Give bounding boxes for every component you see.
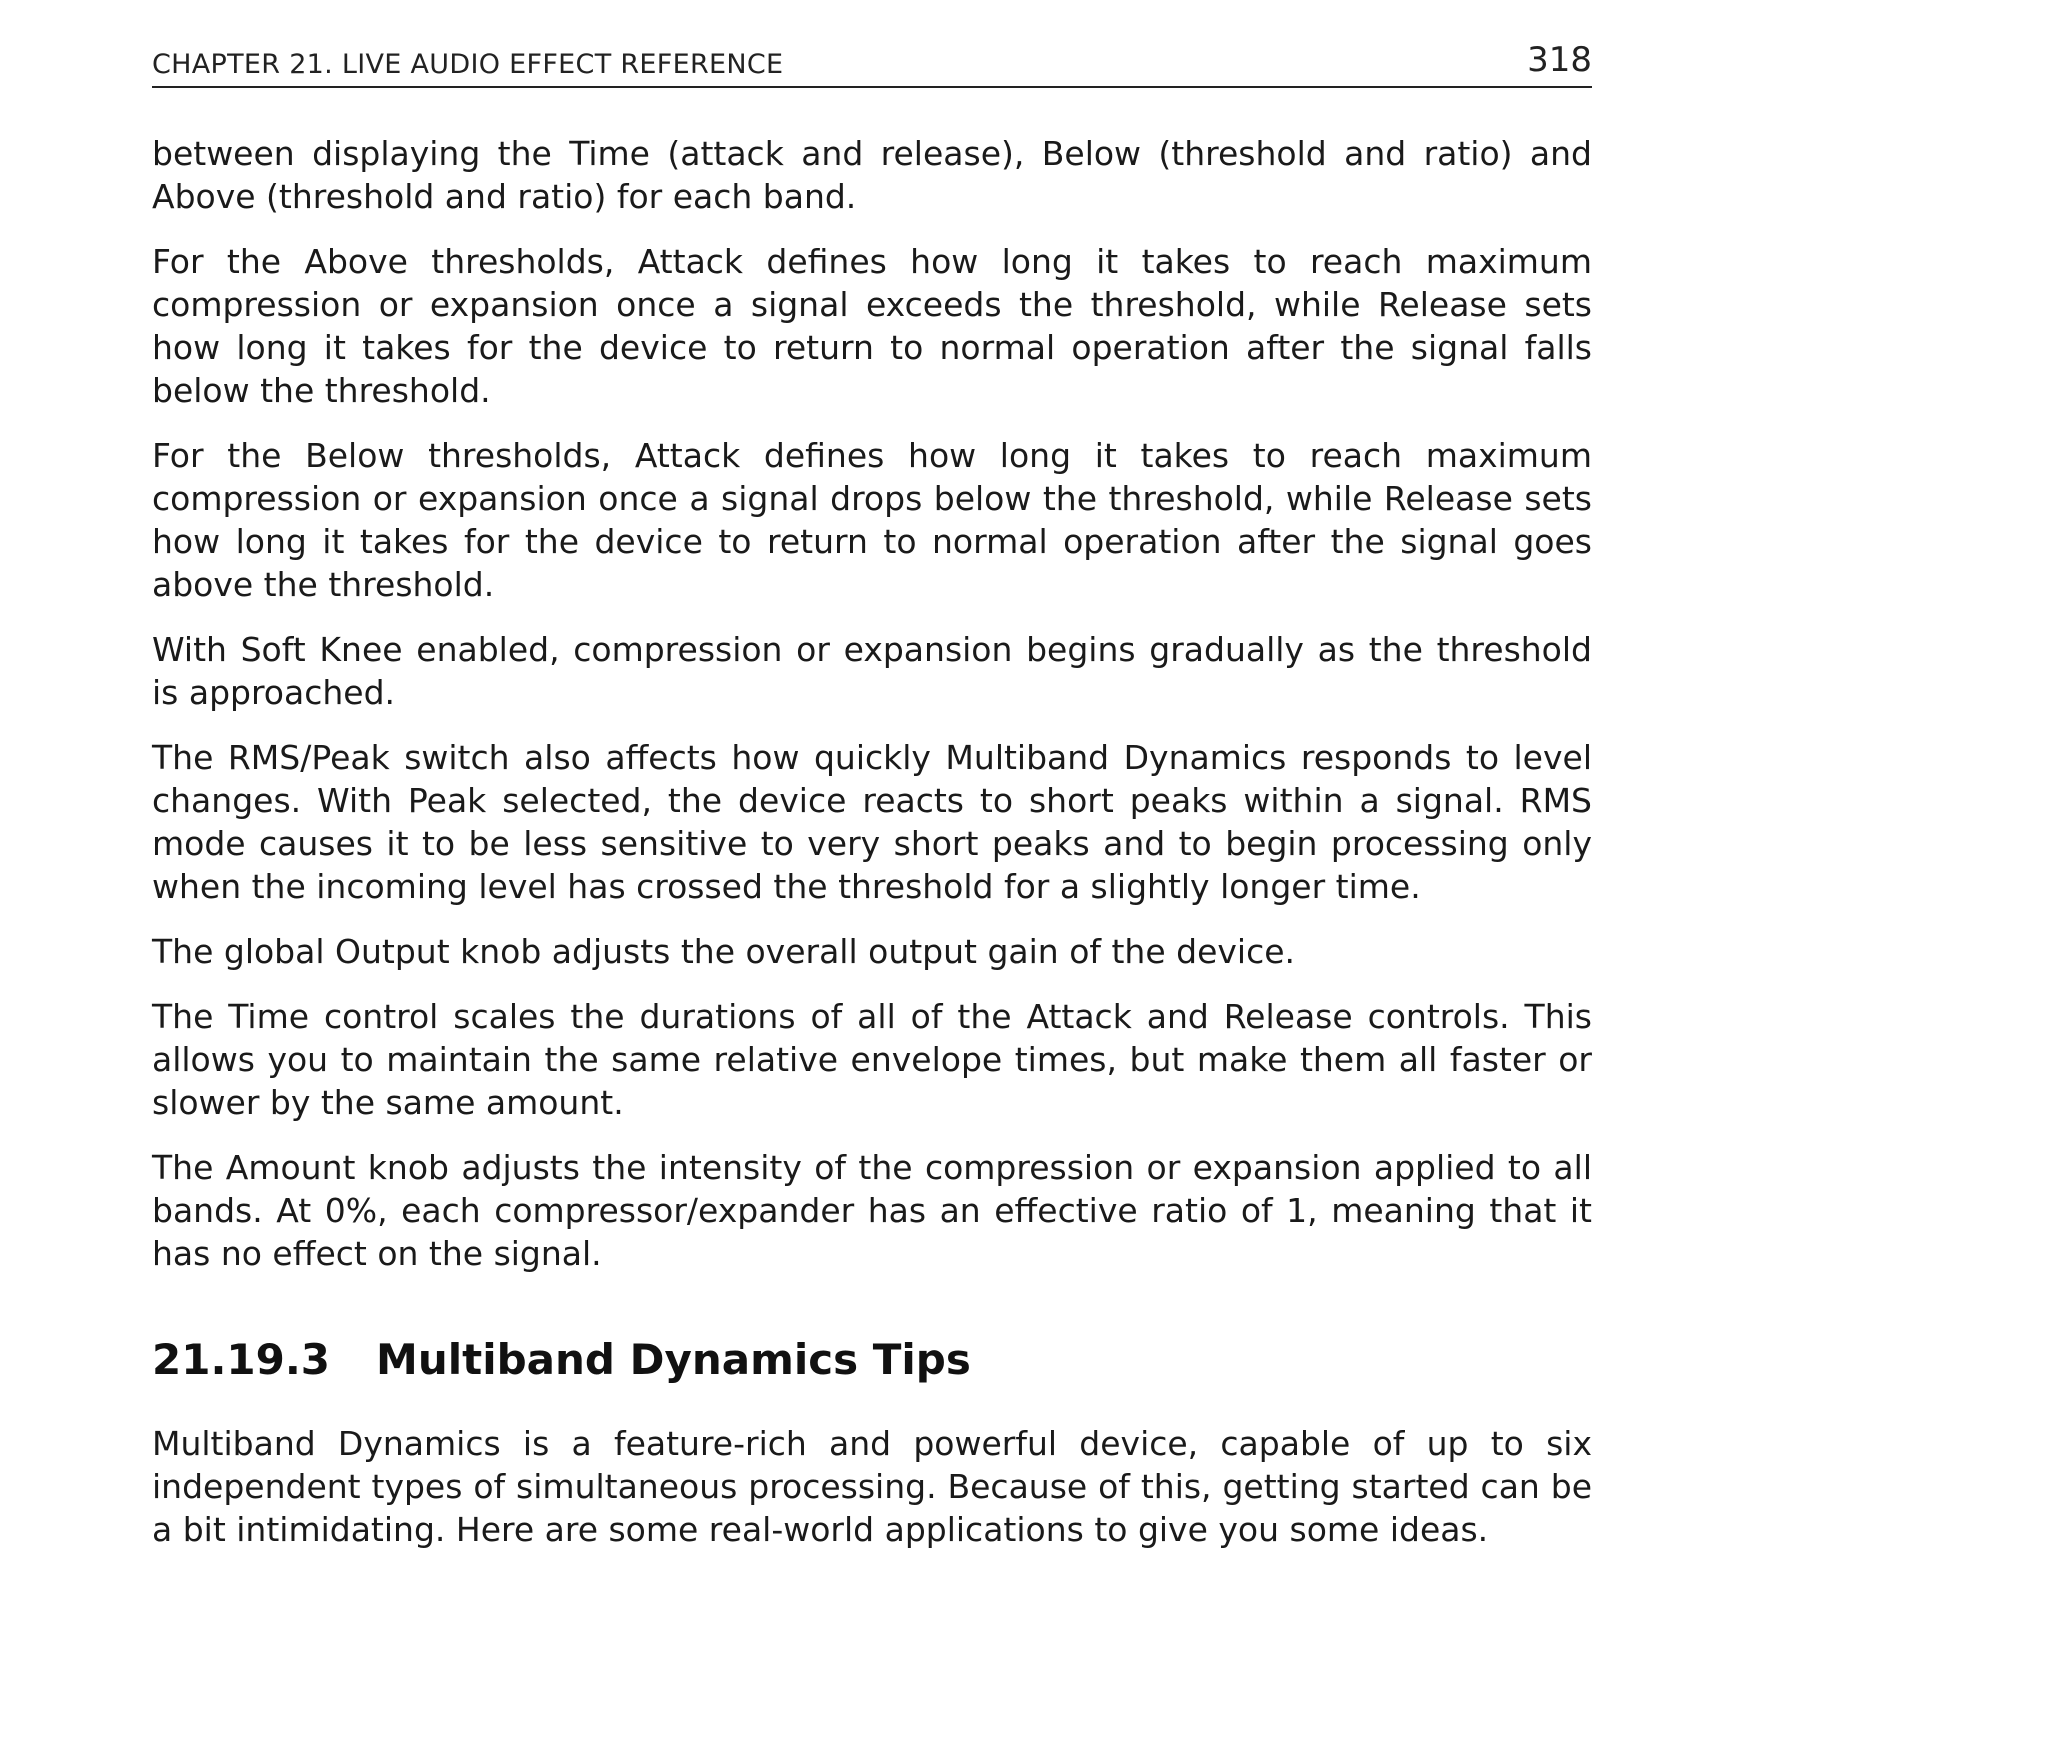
section-title: Multiband Dynamics Tips (376, 1335, 971, 1384)
paragraph: With Soft Knee enabled, compression or expansion begins gradually as the threshold is approached. (152, 630, 1592, 712)
section-heading (152, 1335, 1592, 1384)
page-number: 318 (1527, 40, 1592, 80)
section-number: 21.19.3 (152, 1335, 331, 1384)
paragraph: For the Above thresholds, Attack defines how long it takes to reach maximum compression or expansion once a signal exceeds the threshold, while Release sets how long it takes for the device to return to normal operation after the signal falls below the threshold. (152, 242, 1592, 410)
body-text-top (152, 132, 1592, 1275)
running-header (152, 40, 1592, 88)
paragraph: Multiband Dynamics is a feature-rich and powerful device, capable of up to six independent types of simultaneous processing. Because of this, getting started can be a bit intimidating. Here are some real-world applications to give you some ideas. (152, 1424, 1592, 1549)
body-text-bottom (152, 1422, 1592, 1551)
paragraph: The Amount knob adjusts the intensity of the compression or expansion applied to all bands. At 0%, each compressor/expander has an effective ratio of 1, meaning that it has no effect on the signal. (152, 1148, 1592, 1273)
paragraph: The Time control scales the durations of all of the Attack and Release controls. This allows you to maintain the same relative envelope times, but make them all faster or slower by the same amount. (152, 997, 1592, 1122)
paragraph: The global Output knob adjusts the overall output gain of the device. (152, 932, 1296, 971)
paragraph: between displaying the Time (attack and release), Below (threshold and ratio) and Above (threshold and ratio) for each band. (152, 134, 1592, 216)
paragraph: For the Below thresholds, Attack defines how long it takes to reach maximum compression or expansion once a signal drops below the threshold, while Release sets how long it takes for the device to return to normal operation after the signal goes above the threshold. (152, 436, 1592, 604)
document-page (152, 40, 1592, 1573)
chapter-title: CHAPTER 21. LIVE AUDIO EFFECT REFERENCE (152, 49, 784, 80)
paragraph: The RMS/Peak switch also affects how quickly Multiband Dynamics responds to level changes. With Peak selected, the device reacts to short peaks within a signal. RMS mode causes it to be less sensitive to very short peaks and to begin processing only when the incoming level has crossed the threshold for a slightly longer time. (152, 738, 1592, 906)
